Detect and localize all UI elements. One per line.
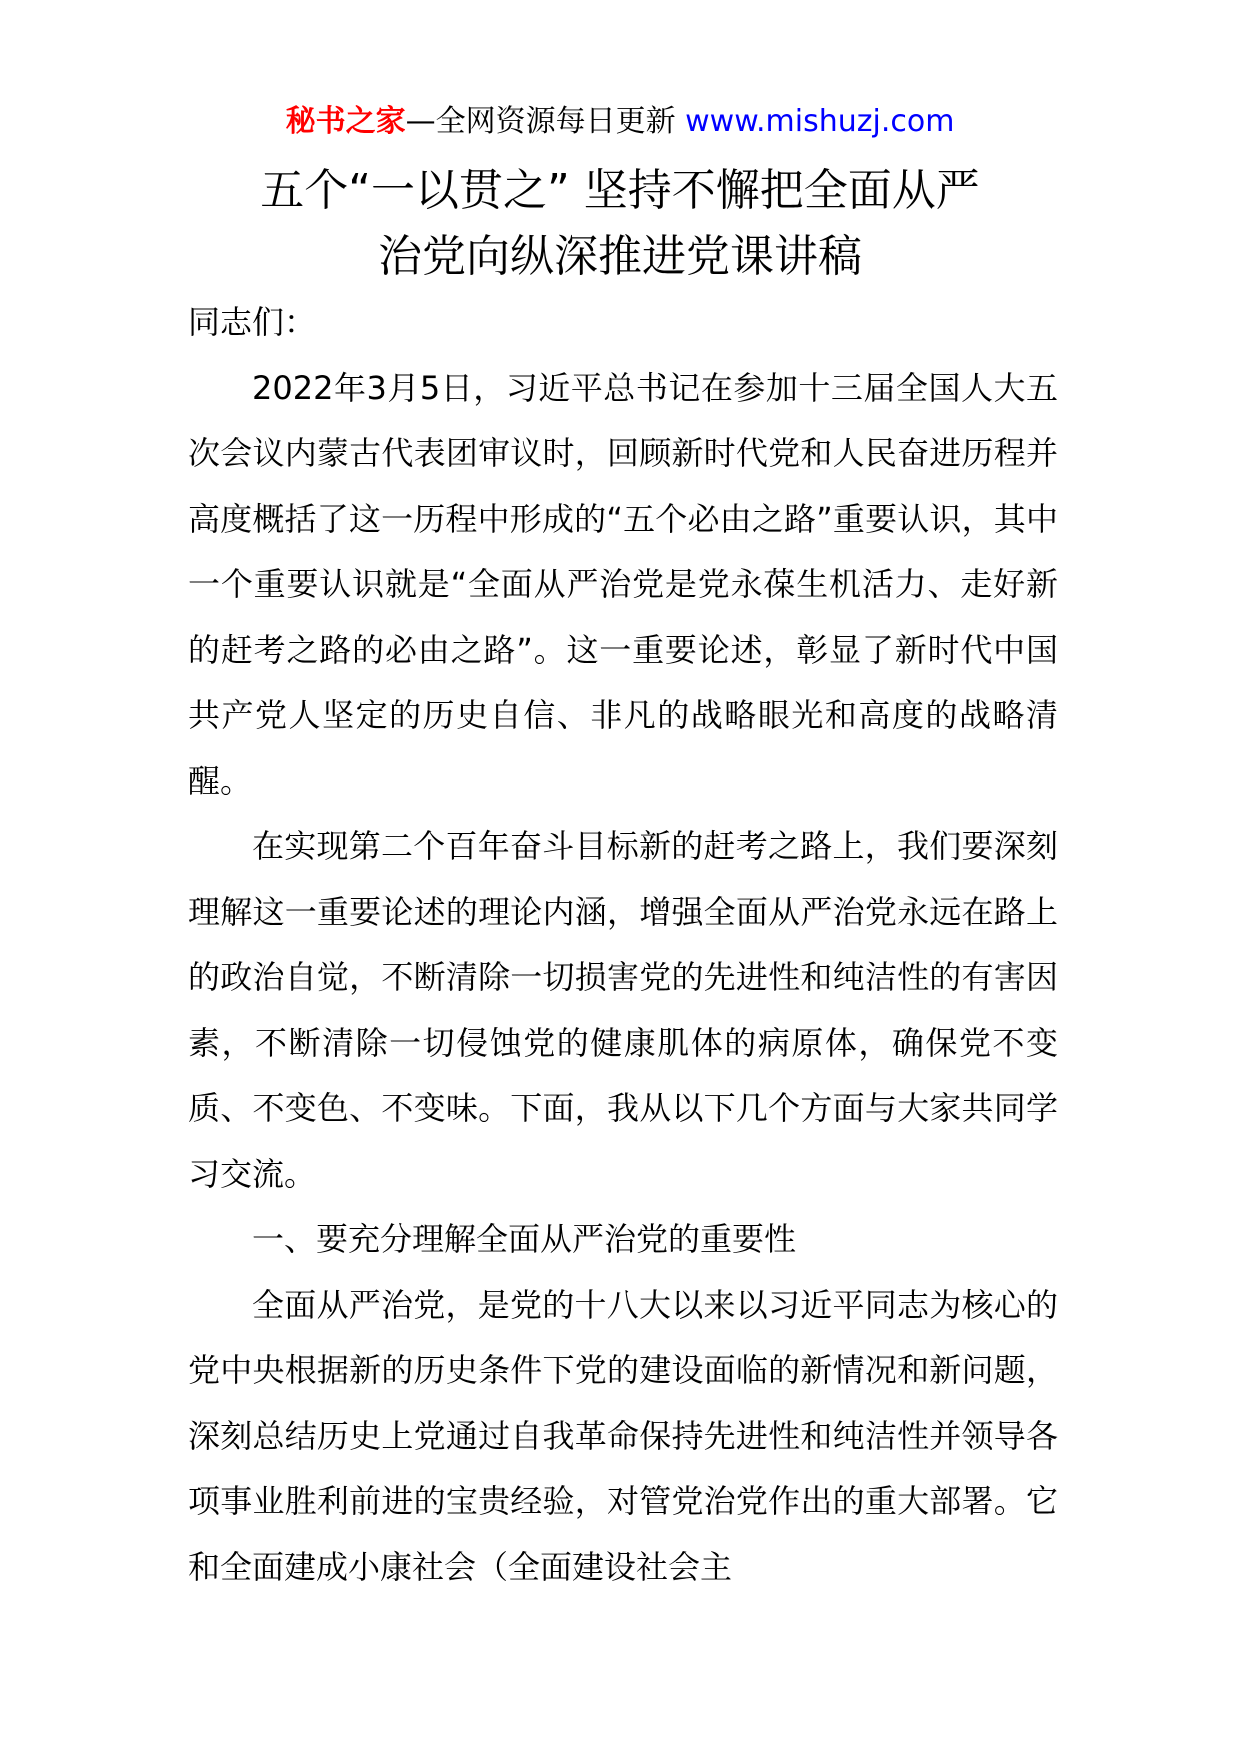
section-heading: 一、要充分理解全面从严治党的重要性: [252, 1220, 797, 1258]
paragraph: 在实现第二个百年奋斗目标新的赶考之路上，我们要深刻理解这一重要论述的理论内涵，增强全面从严治党永远在路上的政治自觉，不断清除一切损害党的先进性和纯洁性的有害因素，不断清除一切侵蚀党的健康肌体的病原体，确保党不变质、不变色、不变味。下面，我从以下几个方面与大家共同学习交流。: [188, 827, 1058, 1193]
document-body: [188, 290, 1058, 1600]
title-line-2: 治党向纵深推进党课讲稿: [378, 231, 862, 282]
title-line-1: 五个“一以贯之” 坚持不懈把全面从严: [260, 165, 980, 216]
paragraph: 2022年3月5日，习近平总书记在参加十三届全国人大五次会议内蒙古代表团审议时，回顾新时代党和人民奋进历程并高度概括了这一历程中形成的“五个必由之路”重要认识，其中一个重要认识就是“全面从严治党是党永葆生机活力、走好新的赶考之路的必由之路”。这一重要论述，彰显了新时代中国共产党人坚定的历史自信、非凡的战略眼光和高度的战略清醒。: [188, 368, 1058, 800]
paragraph: 全面从严治党，是党的十八大以来以习近平同志为核心的党中央根据新的历史条件下党的建设面临的新情况和新问题，深刻总结历史上党通过自我革命保持先进性和纯洁性并领导各项事业胜利前进的宝贵经验，对管党治党作出的重大部署。它和全面建成小康社会（全面建设社会主: [188, 1285, 1058, 1586]
document-title: [190, 158, 1050, 290]
header-url[interactable]: www.mishuzj.com: [685, 104, 955, 139]
watermark-header: [0, 100, 1240, 144]
header-slogan: —全网资源每日更新: [405, 104, 676, 139]
header-brand: 秘书之家: [285, 104, 406, 139]
salutation: 同志们：: [188, 303, 317, 341]
